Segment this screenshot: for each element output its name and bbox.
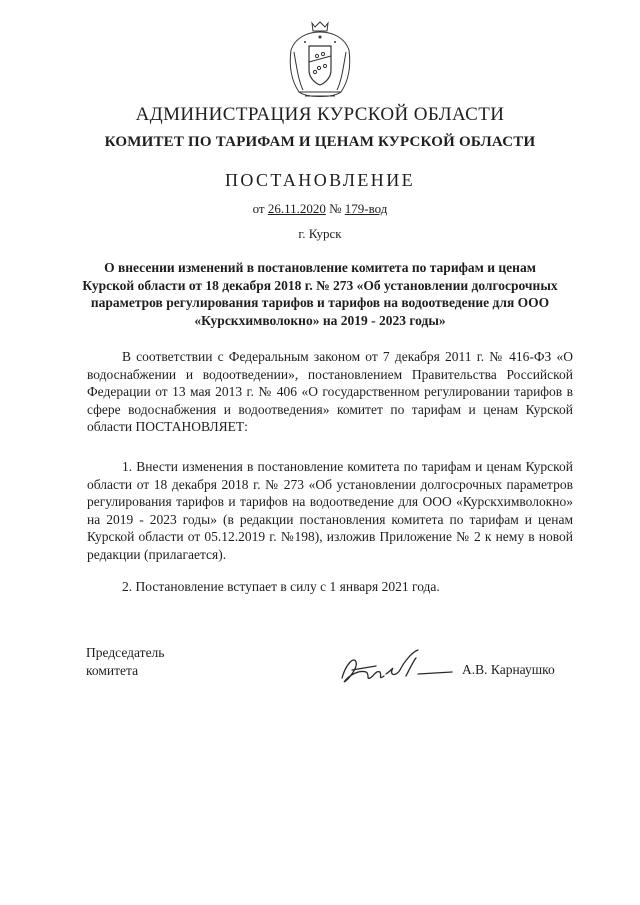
document-type: ПОСТАНОВЛЕНИЕ [224,170,416,190]
number-prefix: № [329,201,342,216]
signer-name: А.В. Карнаушко [462,662,555,677]
coat-of-arms-icon [285,20,355,102]
signer-position [86,644,164,679]
intro-paragraph: В соответствии с Федеральным законом от 7 декабря 2011 г. № 416-ФЗ «О водоснабжении и водоотведении», постановлением Правительства Российской Федерации от 13 мая 2013 г. № 406 «О государственном регулировании тарифов в сфере водоснабжения и водоотведения» комитет по тарифам и ценам Курской области ПОСТАНОВЛЯЕТ: [87,349,573,435]
signer-position-line-1: Председатель [86,645,165,660]
item-1-paragraph: 1. Внести изменения в постановление комитета по тарифам и ценам Курской области от 18 декабря 2018 г. № 273 «Об установлении долгосрочных параметров регулирования тарифов и тарифов на водоотведение для ООО «Курскхимволокно» на 2019 - 2023 годы» (в редакции постановления комитета по тарифам и ценам Курской области от 05.12.2019 г. №198), изложив Приложение № 2 к нему в новой редакции (прилагается). [87,459,573,562]
item-2-paragraph: 2. Постановление вступает в силу с 1 января 2021 года. [122,579,440,594]
date-number-line [60,201,580,217]
decree-subject: О внесении изменений в постановление комитета по тарифам и ценам Курской области от 18 декабря 2018 г. № 273 «Об установлении долгосрочных параметров регулирования тарифов и тарифов на водоотведение для ООО «Курскхимволокно» на 2019 - 2023 годы» [82,260,558,328]
committee-title: КОМИТЕТ ПО ТАРИФАМ И ЦЕНАМ КУРСКОЙ ОБЛАСТИ [104,134,536,150]
date-prefix: от [252,201,265,216]
signer-position-line-2: комитета [86,662,139,678]
decree-number: 179-вод [344,201,388,216]
administration-title: АДМИНИСТРАЦИЯ КУРСКОЙ ОБЛАСТИ [135,104,505,125]
city: г. Курск [298,226,342,241]
decree-date: 26.11.2020 [267,201,326,216]
handwritten-signature-icon [336,644,456,690]
